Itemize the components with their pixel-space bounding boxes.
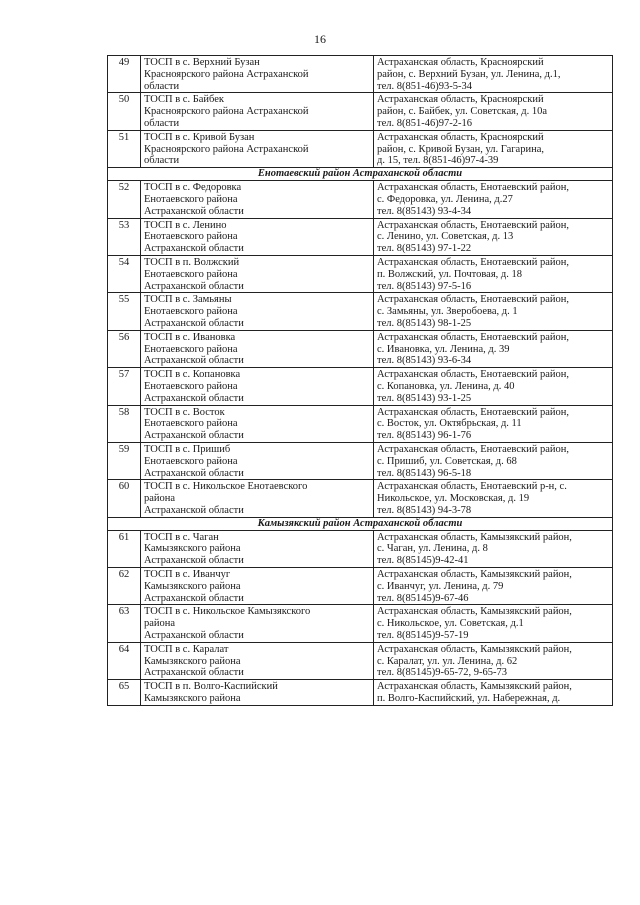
row-number: 55	[108, 293, 141, 330]
table-row	[108, 642, 613, 679]
row-number: 58	[108, 405, 141, 442]
address-line: тел. 8(85143) 93-6-34	[377, 355, 472, 367]
table-row	[108, 56, 613, 93]
address-line: Астраханская область, Енотаевский район,	[377, 369, 569, 381]
office-name-cell	[141, 642, 374, 679]
office-name-cell	[141, 442, 374, 479]
table-row	[108, 442, 613, 479]
office-name-line: Енотаевского района	[144, 418, 238, 430]
address-cell	[374, 293, 613, 330]
office-name-line: Енотаевского района	[144, 455, 238, 467]
office-name-line: Камызякского района	[144, 655, 241, 667]
table-row	[108, 530, 613, 567]
office-name-line: ТОСП в с. Верхний Бузан	[144, 57, 260, 68]
office-name-line: ТОСП в с. Иванчуг	[144, 569, 231, 581]
office-name-cell	[141, 680, 374, 706]
office-name-cell	[141, 130, 374, 167]
office-name-line: ТОСП в с. Никольское Камызякского	[144, 606, 311, 618]
office-name-line: Енотаевского района	[144, 268, 238, 280]
office-name-line: Енотаевского района	[144, 231, 238, 243]
address-cell	[374, 605, 613, 642]
row-number: 65	[108, 680, 141, 706]
address-line: Астраханская область, Камызякский район,	[377, 643, 572, 655]
address-line: тел. 8(85143) 98-1-25	[377, 317, 472, 329]
address-cell	[374, 405, 613, 442]
office-name-line: ТОСП в с. Кривой Бузан	[144, 131, 255, 143]
office-name-line: Астраханской области	[144, 280, 244, 292]
office-name-cell	[141, 293, 374, 330]
address-line: Астраханская область, Камызякский район,	[377, 606, 572, 618]
office-name-line: Енотаевского района	[144, 343, 238, 355]
office-name-line: ТОСП в с. Байбек	[144, 94, 224, 106]
section-header-row	[108, 168, 613, 181]
address-line: тел. 8(851-46)97-2-16	[377, 117, 472, 129]
office-name-line: Енотаевского района	[144, 380, 238, 392]
address-cell	[374, 56, 613, 93]
address-line: с. Иванчуг, ул. Ленина, д. 79	[377, 580, 504, 592]
office-name-line: Астраханской области	[144, 467, 244, 479]
row-number: 64	[108, 642, 141, 679]
table-row	[108, 405, 613, 442]
address-line: с. Никольское, ул. Советская, д.1	[377, 618, 524, 630]
office-name-line: Астраханской области	[144, 243, 244, 255]
address-line: с. Ивановка, ул. Ленина, д. 39	[377, 343, 510, 355]
office-name-line: ТОСП в с. Замьяны	[144, 294, 232, 306]
address-line: тел. 8(85143) 97-5-16	[377, 280, 472, 292]
office-name-line: Астраханской области	[144, 667, 244, 679]
office-name-line: района	[144, 493, 176, 505]
address-line: Астраханская область, Енотаевский район,	[377, 219, 569, 231]
row-number: 59	[108, 442, 141, 479]
row-number: 50	[108, 93, 141, 130]
row-number: 53	[108, 218, 141, 255]
office-name-cell	[141, 530, 374, 567]
office-name-cell	[141, 330, 374, 367]
table-row	[108, 480, 613, 517]
office-name-line: области	[144, 155, 180, 167]
address-line: Астраханская область, Енотаевский район,	[377, 443, 569, 455]
address-line: тел. 8(85143) 93-1-25	[377, 392, 472, 404]
row-number: 54	[108, 255, 141, 292]
office-name-line: Красноярского района Астраханской	[144, 106, 309, 118]
address-line: район, с. Кривой Бузан, ул. Гагарина,	[377, 143, 544, 155]
office-name-line: ТОСП в п. Волжский	[144, 256, 240, 268]
address-line: с. Ленино, ул. Советская, д. 13	[377, 231, 514, 243]
table-row	[108, 568, 613, 605]
address-line: тел. 8(85143) 96-5-18	[377, 467, 472, 479]
office-name-line: Астраханской области	[144, 317, 244, 329]
office-name-cell	[141, 255, 374, 292]
address-cell	[374, 480, 613, 517]
office-name-line: Астраханской области	[144, 630, 244, 642]
row-number: 62	[108, 568, 141, 605]
office-name-cell	[141, 56, 374, 93]
address-line: д. 15, тел. 8(851-46)97-4-39	[377, 155, 499, 167]
office-name-line: области	[144, 117, 180, 129]
office-name-cell	[141, 368, 374, 405]
table-row	[108, 330, 613, 367]
address-line: с. Копановка, ул. Ленина, д. 40	[377, 380, 515, 392]
address-line: тел. 8(851-46)93-5-34	[377, 80, 472, 92]
address-line: тел. 8(85145)9-42-41	[377, 555, 469, 567]
address-line: тел. 8(85145)9-57-19	[377, 630, 469, 642]
address-line: с. Каралат, ул. ул. Ленина, д. 62	[377, 655, 518, 667]
table-row	[108, 368, 613, 405]
office-name-line: Астраханской области	[144, 592, 244, 604]
office-name-line: Камызякского района	[144, 693, 241, 705]
office-name-line: области	[144, 80, 180, 92]
office-name-line: Астраханской области	[144, 205, 244, 217]
address-cell	[374, 568, 613, 605]
table-row	[108, 293, 613, 330]
address-line: с. Замьяны, ул. Зверобоева, д. 1	[377, 306, 518, 318]
registry-table	[107, 55, 613, 706]
office-name-line: Астраханской области	[144, 392, 244, 404]
address-cell	[374, 368, 613, 405]
office-name-cell	[141, 405, 374, 442]
address-line: Астраханская область, Енотаевский район,	[377, 406, 569, 418]
table-row	[108, 255, 613, 292]
section-title: Камызякский район Астраханской области	[108, 517, 613, 530]
office-name-cell	[141, 218, 374, 255]
office-name-line: Камызякского района	[144, 543, 241, 555]
office-name-line: Красноярского района Астраханской	[144, 143, 309, 155]
row-number: 49	[108, 56, 141, 93]
row-number: 56	[108, 330, 141, 367]
address-line: тел. 8(85145)9-65-72, 9-65-73	[377, 667, 507, 679]
office-name-cell	[141, 605, 374, 642]
address-line: тел. 8(85143) 96-1-76	[377, 430, 472, 442]
address-cell	[374, 130, 613, 167]
address-line: Астраханская область, Енотаевский район,	[377, 256, 569, 268]
address-line: с. Чаган, ул. Ленина, д. 8	[377, 543, 488, 555]
office-name-line: ТОСП в с. Каралат	[144, 643, 229, 655]
office-name-line: ТОСП в с. Чаган	[144, 531, 219, 543]
office-name-cell	[141, 181, 374, 218]
office-name-line: ТОСП в с. Ленино	[144, 219, 227, 231]
address-line: Астраханская область, Енотаевский р-н, с.	[377, 481, 567, 493]
office-name-line: Енотаевского района	[144, 306, 238, 318]
address-cell	[374, 218, 613, 255]
section-title: Енотаевский район Астраханской области	[108, 168, 613, 181]
address-line: тел. 8(85145)9-67-46	[377, 592, 469, 604]
address-line: Астраханская область, Камызякский район,	[377, 569, 572, 581]
address-line: Астраханская область, Енотаевский район,	[377, 331, 569, 343]
office-name-cell	[141, 93, 374, 130]
office-name-line: ТОСП в с. Ивановка	[144, 331, 236, 343]
office-name-line: ТОСП в с. Пришиб	[144, 443, 231, 455]
address-cell	[374, 680, 613, 706]
row-number: 57	[108, 368, 141, 405]
row-number: 61	[108, 530, 141, 567]
table-row	[108, 680, 613, 706]
address-cell	[374, 642, 613, 679]
office-name-line: ТОСП в п. Волго-Каспийский	[144, 681, 278, 693]
address-line: п. Волго-Каспийский, ул. Набережная, д.	[377, 693, 561, 705]
office-name-line: Енотаевского района	[144, 193, 238, 205]
address-line: п. Волжский, ул. Почтовая, д. 18	[377, 268, 523, 280]
address-line: Астраханская область, Камызякский район,	[377, 681, 572, 693]
office-name-line: ТОСП в с. Федоровка	[144, 182, 242, 194]
address-line: тел. 8(85143) 94-3-78	[377, 504, 472, 516]
address-line: тел. 8(85143) 97-1-22	[377, 243, 472, 255]
address-line: район, с. Верхний Бузан, ул. Ленина, д.1,	[377, 68, 561, 80]
address-cell	[374, 442, 613, 479]
address-line: с. Федоровка, ул. Ленина, д.27	[377, 193, 513, 205]
address-cell	[374, 330, 613, 367]
table-row	[108, 218, 613, 255]
office-name-line: района	[144, 618, 176, 630]
address-line: район, с. Байбек, ул. Советская, д. 10а	[377, 106, 547, 118]
office-name-line: Астраханской области	[144, 504, 244, 516]
address-line: Астраханская область, Красноярский	[377, 57, 544, 68]
office-name-line: Астраханской области	[144, 555, 244, 567]
address-line: Астраханская область, Камызякский район,	[377, 531, 572, 543]
row-number: 52	[108, 181, 141, 218]
address-line: с. Пришиб, ул. Советская, д. 68	[377, 455, 517, 467]
address-cell	[374, 93, 613, 130]
table-row	[108, 181, 613, 218]
table-row	[108, 93, 613, 130]
office-name-line: Камызякского района	[144, 580, 241, 592]
office-name-line: Астраханской области	[144, 430, 244, 442]
office-name-line: ТОСП в с. Восток	[144, 406, 225, 418]
row-number: 63	[108, 605, 141, 642]
office-name-line: Красноярского района Астраханской	[144, 68, 309, 80]
address-line: Астраханская область, Красноярский	[377, 131, 544, 143]
address-cell	[374, 181, 613, 218]
registry-table-body	[108, 56, 613, 706]
address-line: тел. 8(85143) 93-4-34	[377, 205, 472, 217]
office-name-cell	[141, 480, 374, 517]
table-row	[108, 605, 613, 642]
address-line: Астраханская область, Красноярский	[377, 94, 544, 106]
address-cell	[374, 255, 613, 292]
row-number: 51	[108, 130, 141, 167]
office-name-line: ТОСП в с. Копановка	[144, 369, 241, 381]
office-name-cell	[141, 568, 374, 605]
address-cell	[374, 530, 613, 567]
address-line: Астраханская область, Енотаевский район,	[377, 182, 569, 194]
office-name-line: Астраханской области	[144, 355, 244, 367]
address-line: с. Восток, ул. Октябрьская, д. 11	[377, 418, 522, 430]
table-row	[108, 130, 613, 167]
row-number: 60	[108, 480, 141, 517]
page-number: 16	[314, 32, 326, 46]
office-name-line: ТОСП в с. Никольское Енотаевского	[144, 481, 308, 493]
address-line: Астраханская область, Енотаевский район,	[377, 294, 569, 306]
address-line: Никольское, ул. Московская, д. 19	[377, 493, 530, 505]
section-header-row	[108, 517, 613, 530]
